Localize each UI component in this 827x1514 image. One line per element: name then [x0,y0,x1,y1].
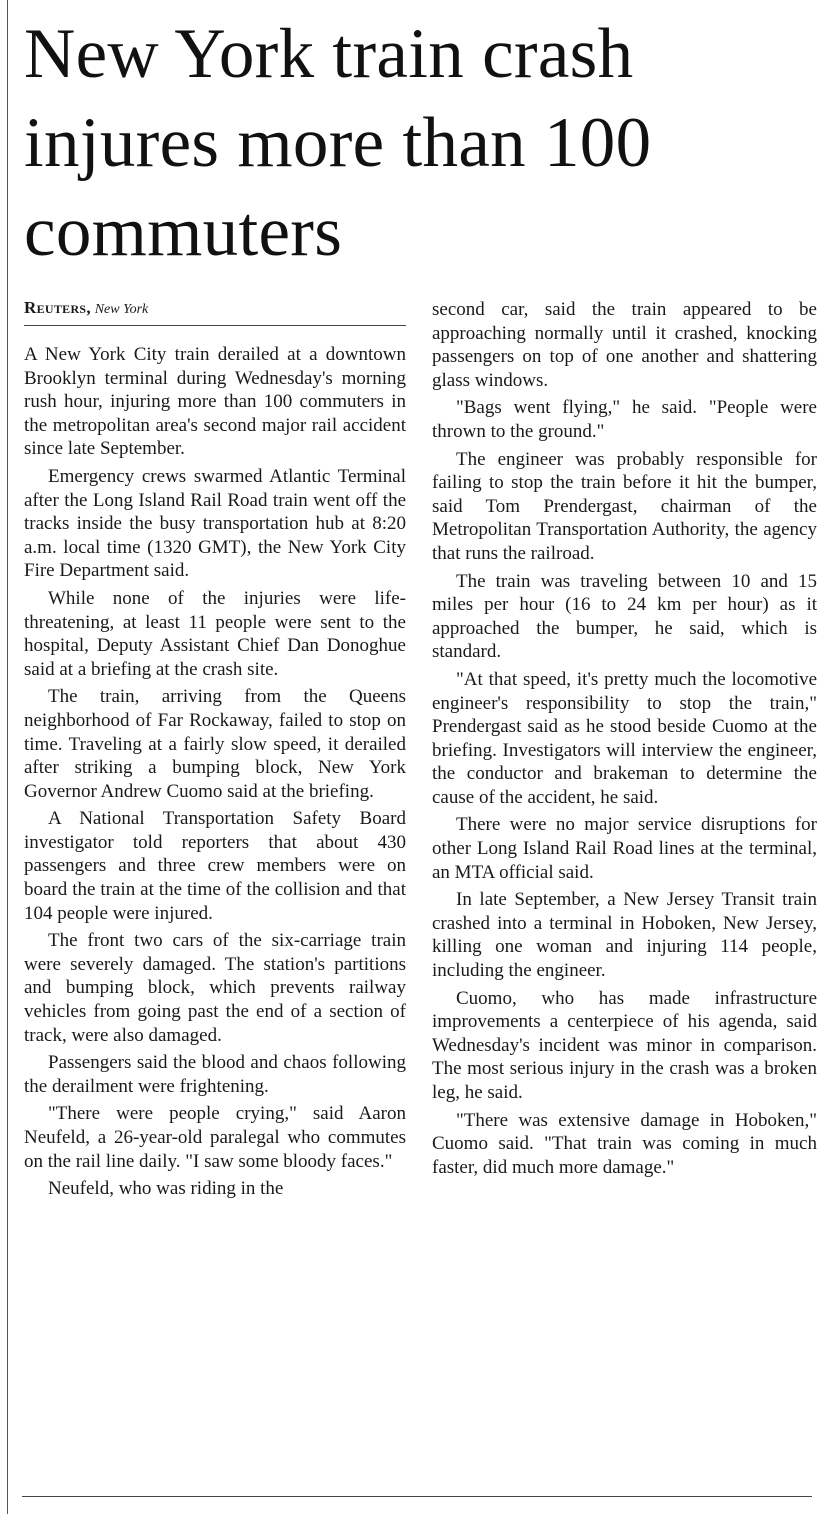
bottom-rule [22,1496,812,1497]
paragraph: The train was traveling between 10 and 15 miles per hour (16 to 24 km per hour) as it approached the bumper, he said, which is standard. [432,570,817,663]
article-column-right [432,298,817,1183]
paragraph: While none of the injuries were life-threatening, at least 11 people were sent to the hospital, Deputy Assistant Chief Dan Donoghue said at a briefing at the crash site. [24,587,406,680]
paragraph: Emergency crews swarmed Atlantic Terminal after the Long Island Rail Road train went off the tracks inside the busy transportation hub at 8:20 a.m. local time (1320 GMT), the New York City Fire Department said. [24,465,406,582]
paragraph: A New York City train derailed at a downtown Brooklyn terminal during Wednesday's morning rush hour, injuring more than 100 commuters in the metropolitan area's second major rail accident since late September. [24,344,406,460]
column-divider-rule [7,0,8,1514]
paragraph: In late September, a New Jersey Transit train crashed into a terminal in Hoboken, New Jersey, killing one woman and injuring 114 people, including the engineer. [432,889,817,982]
paragraph: second car, said the train appeared to be approaching normally until it crashed, knocking passengers on top of one another and shattering glass windows. [432,299,817,391]
paragraph: The front two cars of the six-carriage train were severely damaged. The station's partitions and bumping block, which prevents railway vehicles from going past the end of a section of track, were also damaged. [24,930,406,1046]
paragraph: There were no major service disruptions for other Long Island Rail Road lines at the terminal, an MTA official said. [432,814,817,883]
byline [24,298,406,320]
article-column-left [24,343,406,1205]
paragraph: Cuomo, who has made infrastructure improvements a centerpiece of his agenda, said Wednesday's incident was minor in comparison. The most serious injury in the crash was a broken leg, he said. [432,987,817,1103]
byline-location: New York [94,302,149,317]
byline-agency: Reuters, [24,298,91,317]
paragraph: A National Transportation Safety Board investigator told reporters that about 430 passengers and three crew members were on board the train at the time of the collision and that 104 people were injured. [24,808,406,924]
paragraph: "There were people crying," said Aaron Neufeld, a 26-year-old paralegal who commutes on the rail line daily. "I saw some bloody faces." [24,1103,406,1172]
paragraph: The engineer was probably responsible for failing to stop the train before it hit the bumper, said Tom Prendergast, chairman of the Metropolitan Transportation Authority, the agency that runs the railroad. [432,448,817,564]
headline: New York train crash injures more than 100 commuters [24,15,652,271]
paragraph: "There was extensive damage in Hoboken," Cuomo said. "That train was coming in much faster, did much more damage." [432,1109,817,1178]
paragraph: Neufeld, who was riding in the [48,1178,284,1200]
paragraph: Passengers said the blood and chaos following the derailment were frightening. [24,1052,406,1097]
paragraph: The train, arriving from the Queens neighborhood of Far Rockaway, failed to stop on time. Traveling at a fairly slow speed, it derailed after striking a bumping block, New York Governor Andrew Cuomo said at the briefing. [24,686,406,802]
paragraph: "At that speed, it's pretty much the locomotive engineer's responsibility to stop the train," Prendergast said as he stood beside Cuomo at the briefing. Investigators will interview the engineer, the conductor and brakeman to determine the cause of the accident, he said. [432,668,817,808]
paragraph: "Bags went flying," he said. "People were thrown to the ground." [432,397,817,442]
byline-rule [24,325,406,326]
